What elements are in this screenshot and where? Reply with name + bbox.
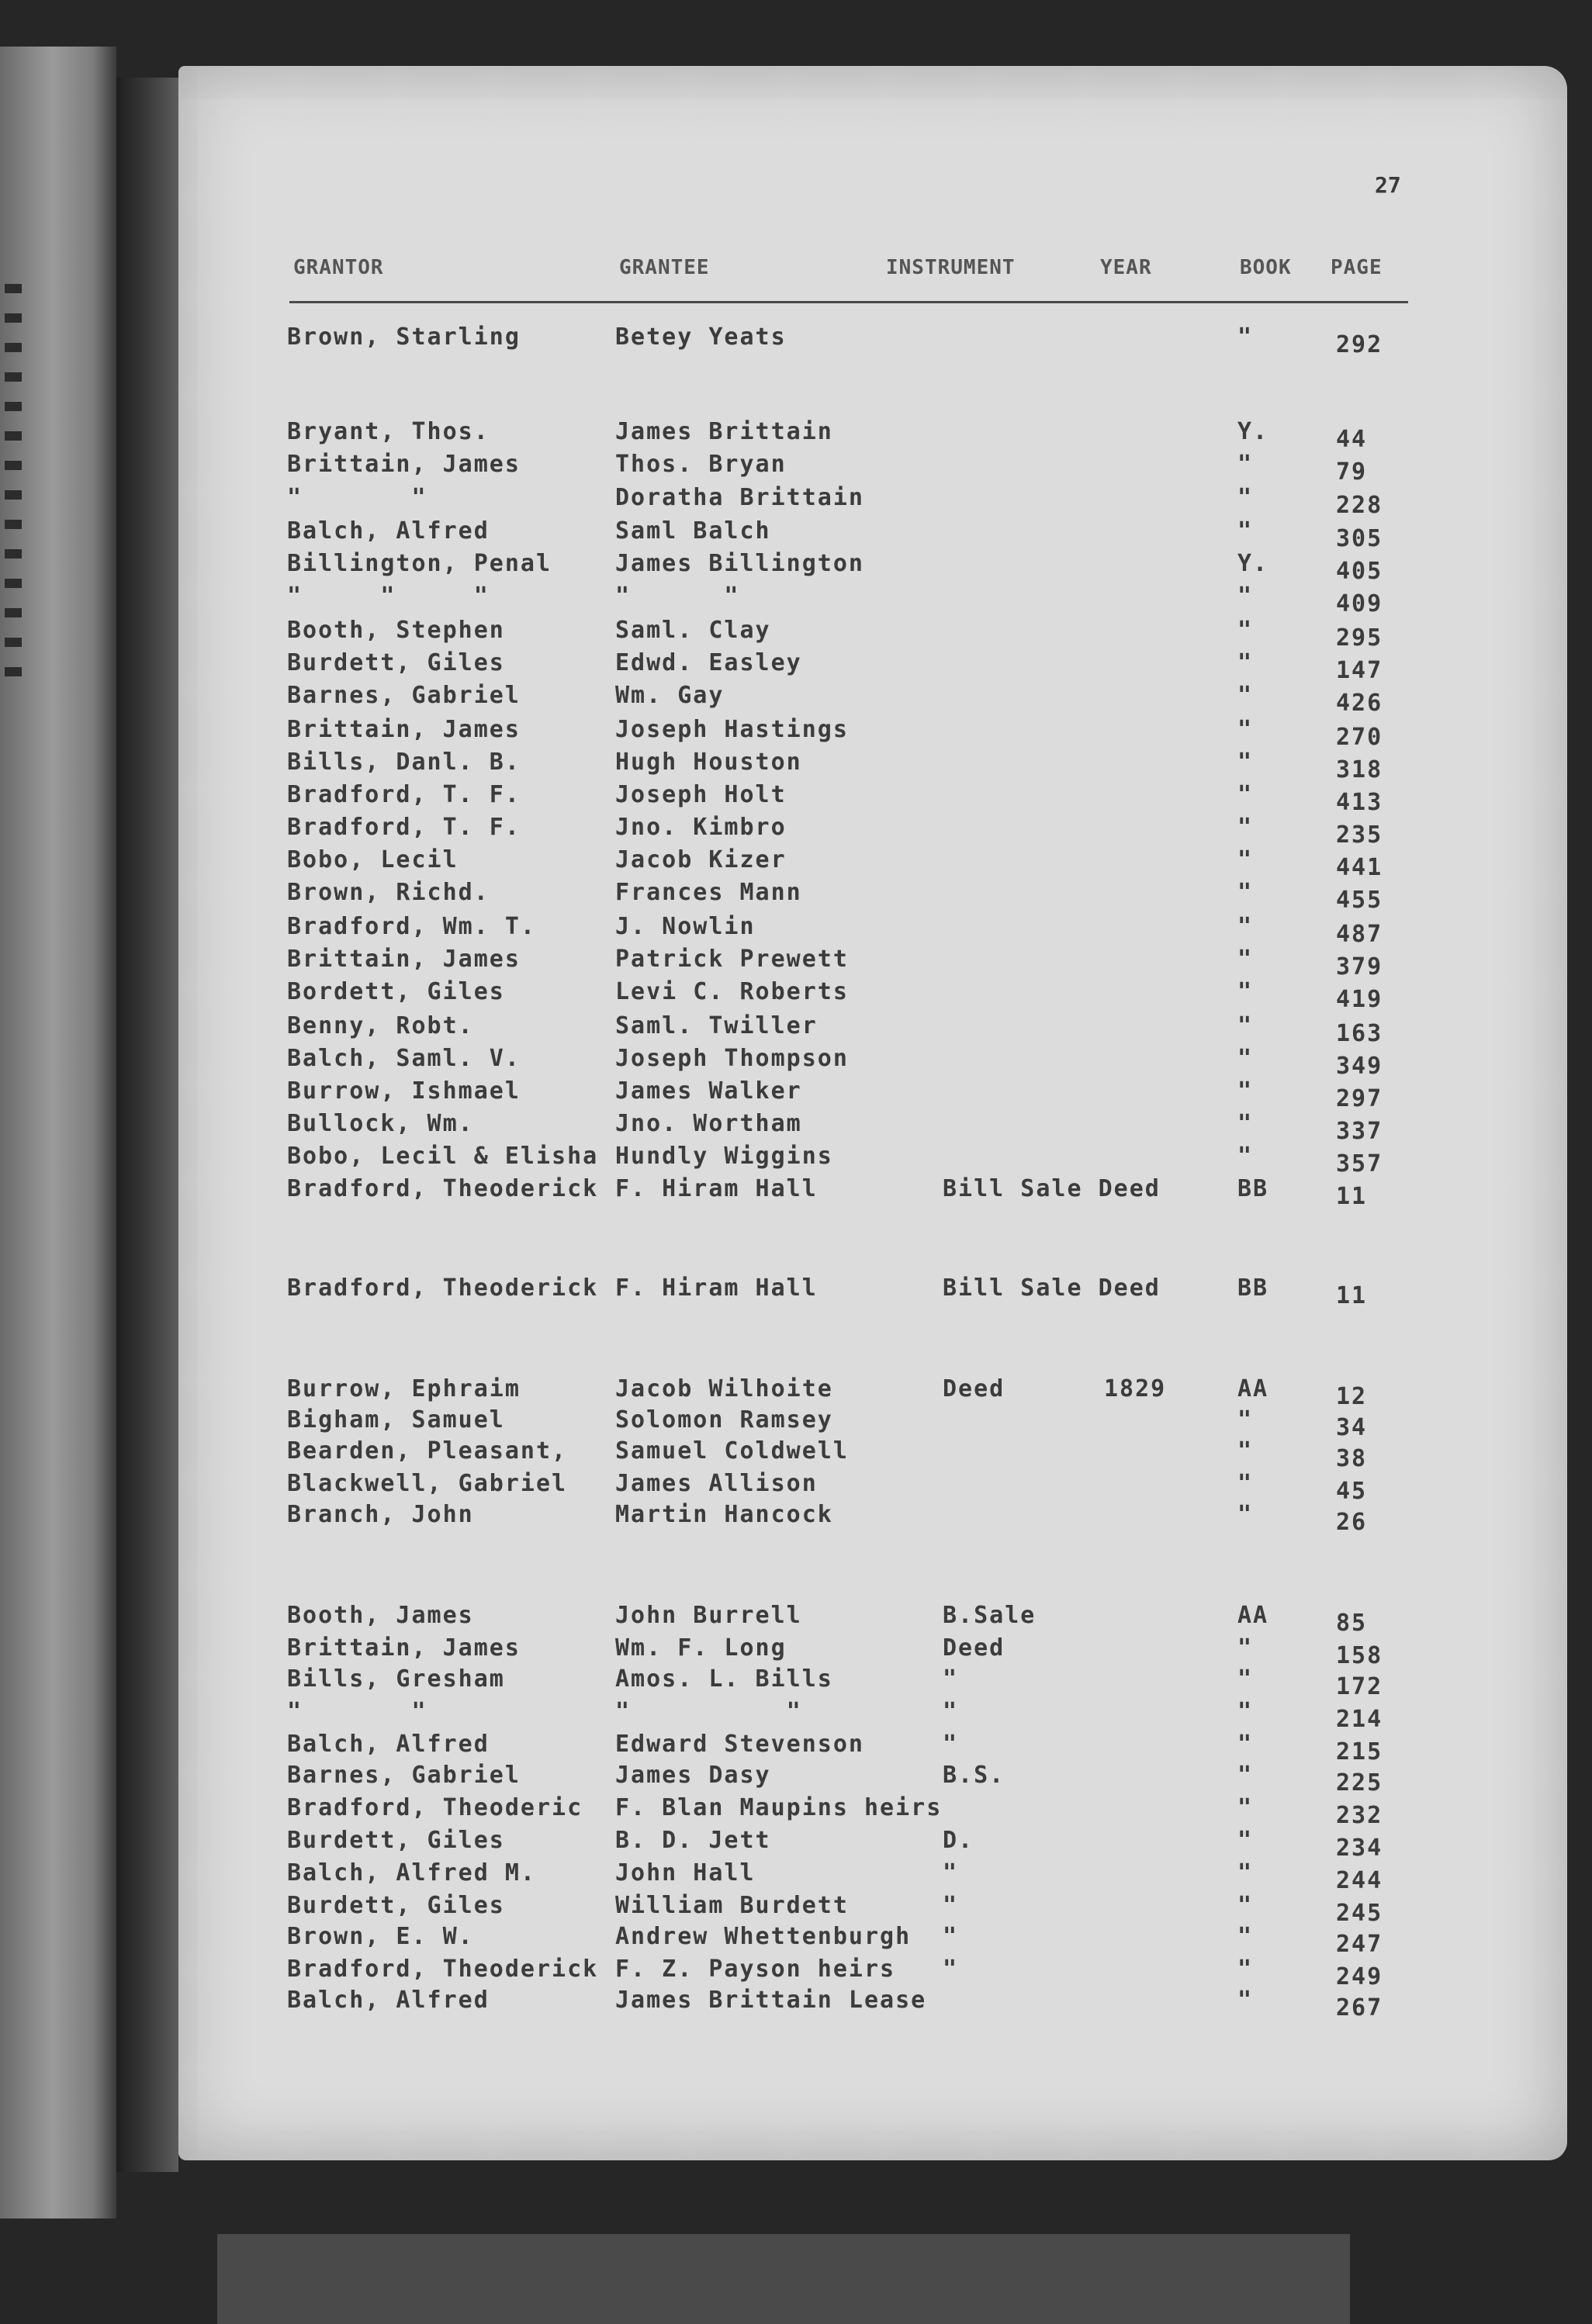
cell-grantor: Burdett, Giles [287,1892,505,1919]
cell-grantee: Jno. Kimbro [615,814,787,841]
cell-year: 1829 [1104,1375,1167,1402]
header-instrument: INSTRUMENT [886,256,1016,279]
cell-grantee: Wm. Gay [615,682,725,709]
cell-page: 413 [1336,789,1383,816]
cell-instrument: " [943,1923,959,1950]
cell-grantee: F. Z. Payson heirs [615,1956,896,1983]
cell-book: Y. [1237,550,1269,577]
cell-grantee: Andrew Whettenburgh [615,1923,912,1950]
cell-book: " [1237,1892,1254,1919]
cell-book: " [1237,1731,1254,1758]
cell-book: " [1237,1827,1254,1854]
cell-page: 419 [1336,986,1383,1013]
cell-grantor: Balch, Alfred [287,1731,490,1758]
cell-grantee: James Brittain Lease [615,1987,927,2014]
cell-grantor: Benny, Robt. [287,1012,474,1039]
cell-grantee: Edwd. Easley [615,649,802,676]
cell-book: " [1237,1437,1254,1465]
header-grantee: GRANTEE [619,256,710,279]
cell-grantee: Edward Stevenson [615,1731,864,1758]
cell-page: 26 [1336,1509,1368,1536]
cell-book: " [1237,323,1254,351]
cell-book: " [1237,716,1254,743]
cell-instrument: Deed [943,1375,1005,1402]
cell-page: 232 [1336,1802,1383,1829]
cell-book: " [1237,946,1254,973]
cell-grantor: Billington, Penal [287,550,552,577]
cell-page: 297 [1336,1085,1383,1112]
cell-book: " [1237,1012,1254,1039]
cell-page: 245 [1336,1900,1383,1927]
cell-grantee: Amos. L. Bills [615,1665,833,1693]
cell-instrument: D. [943,1827,974,1854]
cell-grantor: Bradford, T. F. [287,814,521,841]
cell-book: Y. [1237,418,1269,445]
header-grantor: GRANTOR [293,256,384,279]
cell-grantor: Bradford, Theoderick [287,1175,599,1202]
cell-page: 295 [1336,624,1383,652]
cell-grantor: Bearden, Pleasant, [287,1437,568,1465]
cell-book: AA [1237,1375,1269,1402]
cell-grantee: F. Hiram Hall [615,1274,818,1302]
cell-page: 214 [1336,1706,1383,1733]
cell-instrument: " [943,1665,959,1693]
cell-page: 234 [1336,1835,1383,1862]
cell-page: 337 [1336,1118,1383,1145]
cell-instrument: Bill Sale Deed [943,1175,1161,1202]
cell-grantor: Bobo, Lecil & Elisha [287,1143,599,1170]
cell-page: 455 [1336,887,1383,914]
cell-page: 305 [1336,525,1383,552]
cell-grantor: Balch, Alfred [287,1987,490,2014]
cell-page: 409 [1336,590,1383,617]
cell-grantee: Hundly Wiggins [615,1143,833,1170]
cell-grantor: Bradford, T. F. [287,781,521,808]
cell-page: 158 [1336,1642,1383,1669]
cell-grantor: Booth, Stephen [287,617,505,644]
cell-book: AA [1237,1602,1269,1629]
cell-grantor: Bordett, Giles [287,978,505,1005]
cell-book: " [1237,978,1254,1005]
cell-book: BB [1237,1274,1269,1302]
cell-grantee: John Hall [615,1859,756,1887]
cell-grantee: Patrick Prewett [615,946,849,973]
cell-page: 441 [1336,854,1383,881]
cell-page: 225 [1336,1769,1383,1797]
cell-book: " [1237,1634,1254,1662]
cell-book: " [1237,781,1254,808]
cell-book: " [1237,814,1254,841]
cell-grantor: Balch, Alfred M. [287,1859,536,1887]
cell-grantee: Jacob Kizer [615,846,787,873]
cell-grantor: Bryant, Thos. [287,418,490,445]
cell-page: 12 [1336,1383,1368,1410]
cell-grantor: Balch, Saml. V. [287,1045,521,1072]
cell-page: 11 [1336,1183,1368,1210]
cell-grantor: Bradford, Wm. T. [287,913,536,940]
cell-page: 487 [1336,921,1383,948]
cell-book: " [1237,1762,1254,1789]
cell-book: " [1237,1859,1254,1887]
cell-book: " [1237,1956,1254,1983]
header-year: YEAR [1100,256,1152,279]
cell-grantee: Frances Mann [615,879,802,906]
cell-grantor: Branch, John [287,1501,474,1528]
cell-grantee: B. D. Jett [615,1827,771,1854]
cell-grantor: Bullock, Wm. [287,1110,474,1137]
cell-page: 405 [1336,558,1383,585]
cell-grantee: Jno. Wortham [615,1110,802,1137]
cell-grantor: Bradford, Theoderic [287,1794,583,1821]
cell-grantee: Saml Balch [615,517,771,545]
cell-grantee: James Billington [615,550,864,577]
header-book: BOOK [1240,256,1292,279]
cell-book: " [1237,484,1254,511]
cell-grantor: Bradford, Theoderick [287,1956,599,1983]
cell-grantee: William Burdett [615,1892,849,1919]
cell-grantor: " " " [287,583,490,610]
cell-page: 228 [1336,492,1383,519]
cell-instrument: " [943,1731,959,1758]
cell-grantee: James Dasy [615,1762,771,1789]
cell-page: 38 [1336,1445,1368,1472]
cell-grantee: F. Blan Maupins heirs [615,1794,943,1821]
cell-grantee: Jacob Wilhoite [615,1375,833,1402]
cell-book: " [1237,913,1254,940]
cell-book: " [1237,1406,1254,1433]
cell-book: " [1237,1923,1254,1950]
cell-page: 379 [1336,953,1383,980]
cell-book: " [1237,649,1254,676]
facing-page-text-marks [0,264,28,729]
cell-grantor: " " [287,1698,427,1725]
cell-book: " [1237,583,1254,610]
cell-grantor: Bills, Gresham [287,1665,505,1693]
cell-book: " [1237,451,1254,478]
cell-grantor: Burdett, Giles [287,649,505,676]
cell-grantor: Bobo, Lecil [287,846,459,873]
cell-grantor: Barnes, Gabriel [287,1762,521,1789]
cell-page: 215 [1336,1738,1383,1765]
cell-page: 79 [1336,458,1368,486]
cell-book: " [1237,1665,1254,1693]
cell-page: 244 [1336,1867,1383,1894]
cell-grantor: Balch, Alfred [287,517,490,545]
cell-grantor: Brown, E. W. [287,1923,474,1950]
cell-book: BB [1237,1175,1269,1202]
cell-page: 426 [1336,690,1383,717]
cell-grantor: " " [287,484,427,511]
scanner-bottom-edge [217,2234,1350,2324]
cell-instrument: Bill Sale Deed [943,1274,1161,1302]
cell-page: 11 [1336,1282,1368,1309]
cell-grantor: Bigham, Samuel [287,1406,505,1433]
cell-grantee: J. Nowlin [615,913,756,940]
cell-grantee: James Walker [615,1077,802,1105]
cell-grantor: Blackwell, Gabriel [287,1470,568,1497]
cell-grantee: Wm. F. Long [615,1634,787,1662]
cell-instrument: B.S. [943,1762,1005,1789]
cell-grantee: Joseph Thompson [615,1045,849,1072]
cell-page: 249 [1336,1963,1383,1990]
cell-instrument: " [943,1859,959,1887]
cell-instrument: " [943,1698,959,1725]
cell-page: 34 [1336,1414,1368,1441]
facing-page-edge [0,47,116,2219]
cell-grantee: Levi C. Roberts [615,978,849,1005]
cell-grantee: Hugh Houston [615,749,802,776]
cell-instrument: B.Sale [943,1602,1037,1629]
cell-grantor: Brown, Starling [287,323,521,351]
cell-page: 292 [1336,331,1383,358]
cell-page: 45 [1336,1478,1368,1505]
cell-grantor: Bradford, Theoderick [287,1274,599,1302]
cell-grantor: Burrow, Ephraim [287,1375,521,1402]
cell-grantor: Booth, James [287,1602,474,1629]
cell-grantee: John Burrell [615,1602,802,1629]
cell-grantee: Joseph Holt [615,781,787,808]
cell-grantor: Burdett, Giles [287,1827,505,1854]
cell-book: " [1237,1077,1254,1105]
cell-grantee: James Allison [615,1470,818,1497]
cell-book: " [1237,749,1254,776]
cell-grantee: Doratha Brittain [615,484,864,511]
cell-grantee: Betey Yeats [615,323,787,351]
cell-book: " [1237,1110,1254,1137]
cell-book: " [1237,1698,1254,1725]
cell-grantee: Martin Hancock [615,1501,833,1528]
header-page: PAGE [1331,256,1383,279]
cell-grantor: Brown, Richd. [287,879,490,906]
cell-page: 147 [1336,657,1383,684]
cell-grantor: Burrow, Ishmael [287,1077,521,1105]
cell-book: " [1237,1470,1254,1497]
cell-grantee: Joseph Hastings [615,716,849,743]
cell-instrument: " [943,1956,959,1983]
cell-grantor: Brittain, James [287,1634,521,1662]
cell-book: " [1237,1143,1254,1170]
cell-grantee: " " [615,1698,802,1725]
cell-page: 247 [1336,1931,1383,1958]
cell-grantor: Brittain, James [287,451,521,478]
cell-grantee: Thos. Bryan [615,451,787,478]
cell-grantee: James Brittain [615,418,833,445]
cell-grantor: Barnes, Gabriel [287,682,521,709]
cell-grantee: " " [615,583,740,610]
cell-book: " [1237,1501,1254,1528]
cell-book: " [1237,1794,1254,1821]
cell-instrument: Deed [943,1634,1005,1662]
cell-book: " [1237,846,1254,873]
cell-grantor: Bills, Danl. B. [287,749,521,776]
cell-book: " [1237,617,1254,644]
cell-grantor: Brittain, James [287,716,521,743]
cell-grantee: Solomon Ramsey [615,1406,833,1433]
cell-grantor: Brittain, James [287,946,521,973]
cell-page: 270 [1336,724,1383,751]
cell-grantee: Saml. Twiller [615,1012,818,1039]
cell-page: 163 [1336,1020,1383,1047]
cell-page: 357 [1336,1150,1383,1178]
cell-grantee: Samuel Coldwell [615,1437,849,1465]
cell-book: " [1237,879,1254,906]
cell-page: 349 [1336,1053,1383,1080]
cell-book: " [1237,517,1254,545]
cell-page: 318 [1336,756,1383,783]
cell-page: 85 [1336,1610,1368,1637]
page-number: 27 [1375,172,1401,198]
book-spine [116,78,178,2172]
cell-book: " [1237,1045,1254,1072]
cell-book: " [1237,1987,1254,2014]
cell-page: 172 [1336,1673,1383,1700]
header-rule [289,301,1408,303]
cell-instrument: " [943,1892,959,1919]
cell-grantee: Saml. Clay [615,617,771,644]
cell-book: " [1237,682,1254,709]
cell-page: 235 [1336,821,1383,849]
cell-grantee: F. Hiram Hall [615,1175,818,1202]
cell-page: 44 [1336,426,1368,453]
cell-page: 267 [1336,1994,1383,2021]
